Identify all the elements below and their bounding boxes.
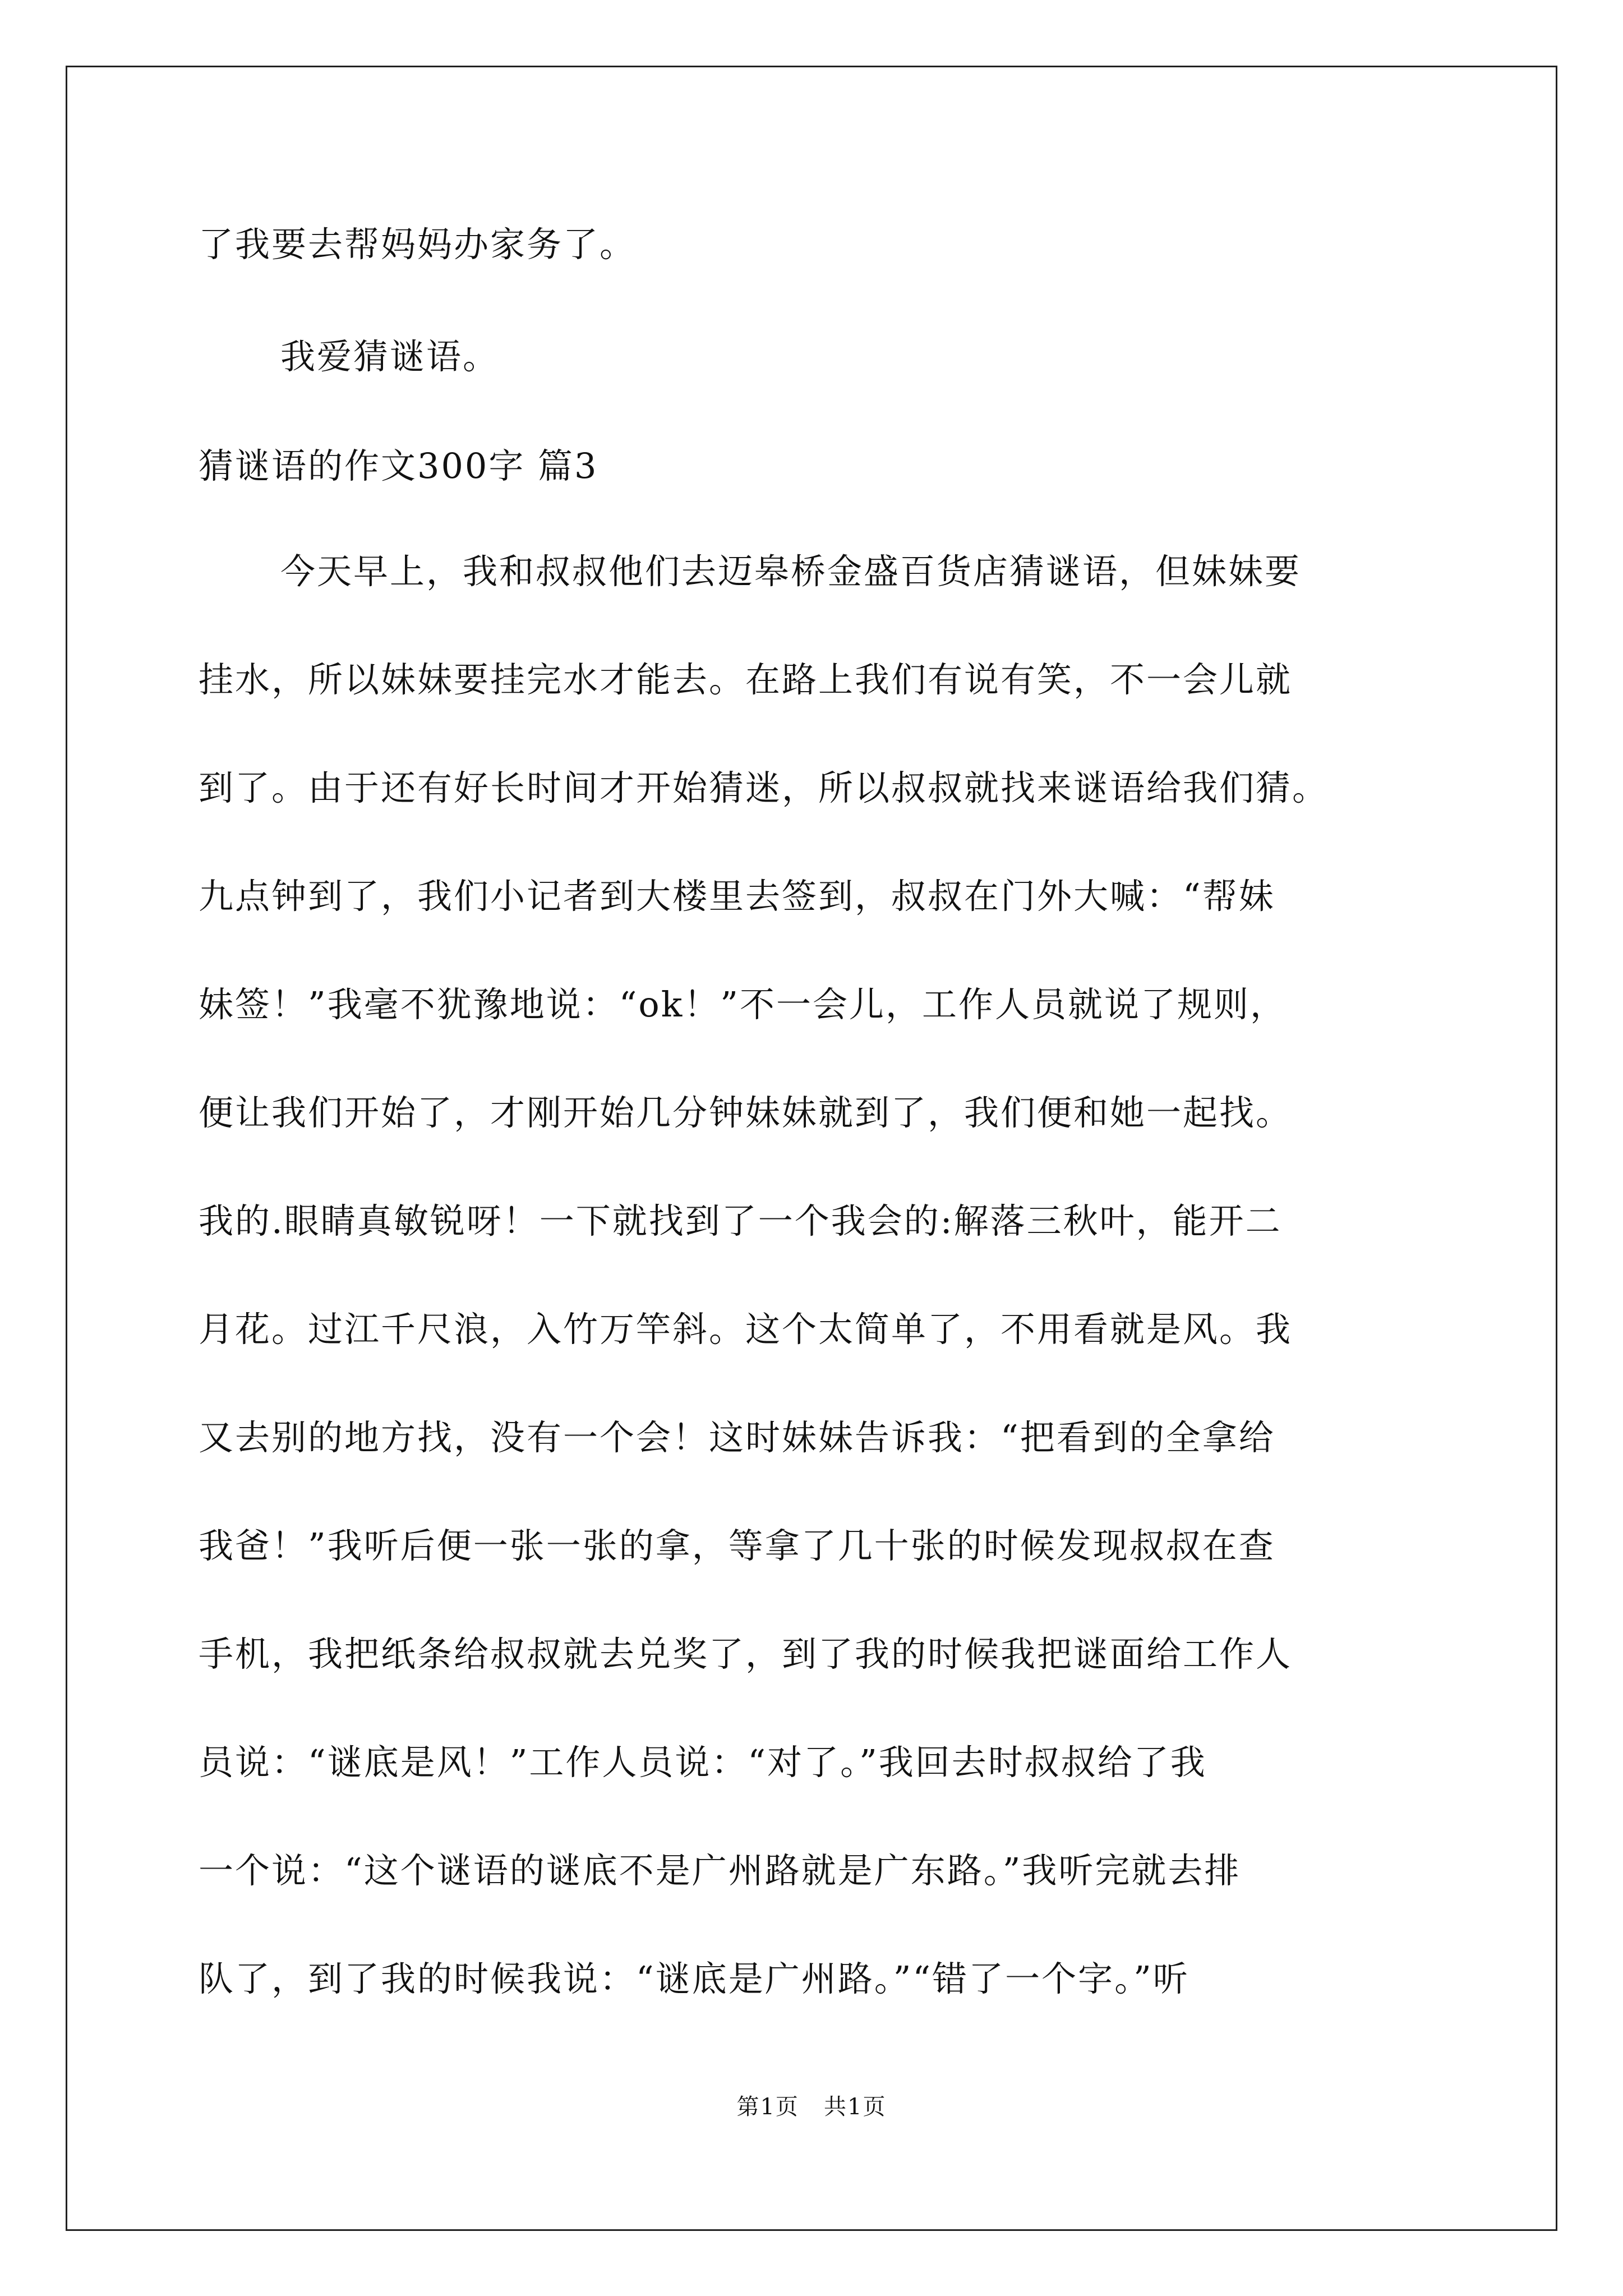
paragraph-line: 了我要去帮妈妈办家务了。: [199, 224, 637, 265]
paragraph-line: 挂水，所以妹妹要挂完水才能去。在路上我们有说有笑，不一会儿就: [199, 659, 1293, 700]
paragraph-line: 我爸！”我听后便一张一张的拿，等拿了几十张的时候发现叔叔在查: [199, 1525, 1275, 1566]
paragraph-line: 今天早上，我和叔叔他们去迈皋桥金盛百货店猜谜语，但妹妹要: [280, 551, 1302, 592]
paragraph-line: 手机，我把纸条给叔叔就去兑奖了，到了我的时候我把谜面给工作人: [199, 1634, 1293, 1674]
paragraph-line: 妹签！”我毫不犹豫地说：“ok！”不一会儿，工作人员就说了规则，: [199, 984, 1287, 1025]
paragraph-line: 便让我们开始了，才刚开始几分钟妹妹就到了，我们便和她一起找。: [199, 1092, 1293, 1133]
paragraph-line: 又去别的地方找，没有一个会！这时妹妹告诉我：“把看到的全拿给: [199, 1417, 1275, 1458]
paragraph-line: 我的.眼睛真敏锐呀！一下就找到了一个我会的:解落三秋叶，能开二: [199, 1200, 1282, 1241]
paragraph-line: 月花。过江千尺浪，入竹万竿斜。这个太简单了，不用看就是风。我: [199, 1309, 1293, 1350]
page-number-footer: 第1页 共1页: [736, 2094, 887, 2120]
section-heading: 猜谜语的作文300字 篇3: [199, 445, 598, 486]
paragraph-line: 我爱猜谜语。: [280, 336, 500, 377]
paragraph-line: 一个说：“这个谜语的谜底不是广州路就是广东路。”我听完就去排: [199, 1850, 1241, 1891]
paragraph-line: 九点钟到了，我们小记者到大楼里去签到，叔叔在门外大喊：“帮妹: [199, 876, 1275, 917]
page-border: [66, 66, 1557, 2231]
paragraph-line: 到了。由于还有好长时间才开始猜迷，所以叔叔就找来谜语给我们猜。: [199, 767, 1329, 808]
paragraph-line: 队了，到了我的时候我说：“谜底是广州路。”“错了一个字。”听: [199, 1958, 1189, 1999]
paragraph-line: 员说：“谜底是风！”工作人员说：“对了。”我回去时叔叔给了我: [199, 1742, 1207, 1783]
